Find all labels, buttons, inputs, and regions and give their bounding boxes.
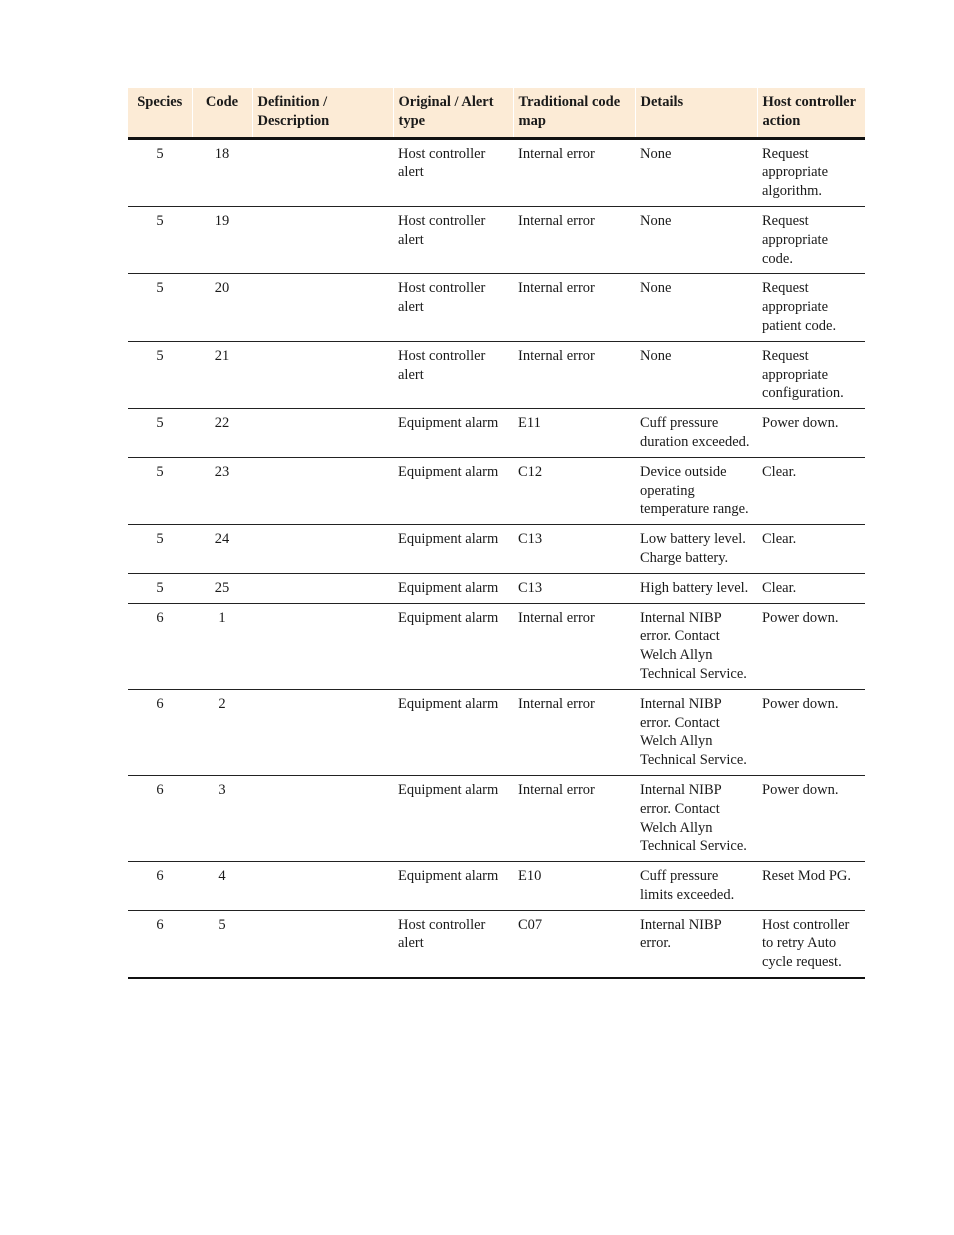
cell-code: 4	[192, 862, 252, 911]
cell-host-controller-action: Request appropriate patient code.	[757, 274, 865, 341]
cell-definition	[252, 138, 393, 206]
cell-definition	[252, 862, 393, 911]
cell-original-alert-type: Host controller alert	[393, 206, 513, 273]
table-row	[128, 910, 865, 978]
cell-host-controller-action: Request appropriate configuration.	[757, 341, 865, 408]
table-row	[128, 138, 865, 206]
cell-host-controller-action: Clear.	[757, 457, 865, 524]
cell-details: None	[635, 274, 757, 341]
cell-traditional-code-map: C12	[513, 457, 635, 524]
cell-code: 21	[192, 341, 252, 408]
table-row	[128, 274, 865, 341]
cell-original-alert-type: Equipment alarm	[393, 573, 513, 603]
cell-definition	[252, 775, 393, 861]
table-row	[128, 409, 865, 458]
cell-code: 20	[192, 274, 252, 341]
cell-original-alert-type: Host controller alert	[393, 138, 513, 206]
cell-definition	[252, 525, 393, 574]
cell-traditional-code-map: E10	[513, 862, 635, 911]
cell-species: 5	[128, 274, 192, 341]
cell-host-controller-action: Host controller to retry Auto cycle request.	[757, 910, 865, 978]
cell-original-alert-type: Equipment alarm	[393, 689, 513, 775]
cell-species: 6	[128, 689, 192, 775]
cell-species: 5	[128, 206, 192, 273]
cell-species: 5	[128, 457, 192, 524]
cell-species: 5	[128, 138, 192, 206]
cell-code: 5	[192, 910, 252, 978]
cell-original-alert-type: Host controller alert	[393, 910, 513, 978]
cell-traditional-code-map: Internal error	[513, 138, 635, 206]
cell-details: Cuff pressure duration exceeded.	[635, 409, 757, 458]
cell-host-controller-action: Request appropriate algorithm.	[757, 138, 865, 206]
header-species: Species	[128, 88, 192, 138]
cell-code: 18	[192, 138, 252, 206]
cell-code: 25	[192, 573, 252, 603]
cell-host-controller-action: Clear.	[757, 525, 865, 574]
cell-host-controller-action: Power down.	[757, 689, 865, 775]
cell-species: 5	[128, 525, 192, 574]
cell-species: 6	[128, 910, 192, 978]
cell-host-controller-action: Power down.	[757, 409, 865, 458]
cell-code: 23	[192, 457, 252, 524]
header-definition: Definition / Description	[252, 88, 393, 138]
cell-code: 1	[192, 603, 252, 689]
header-original-alert-type: Original / Alert type	[393, 88, 513, 138]
cell-species: 6	[128, 862, 192, 911]
cell-details: Internal NIBP error.	[635, 910, 757, 978]
cell-details: Internal NIBP error. Contact Welch Allyn Technical Service.	[635, 603, 757, 689]
cell-details: None	[635, 341, 757, 408]
cell-traditional-code-map: Internal error	[513, 206, 635, 273]
cell-original-alert-type: Host controller alert	[393, 274, 513, 341]
table-row	[128, 341, 865, 408]
cell-original-alert-type: Equipment alarm	[393, 603, 513, 689]
cell-definition	[252, 341, 393, 408]
cell-original-alert-type: Equipment alarm	[393, 862, 513, 911]
table-row	[128, 775, 865, 861]
cell-code: 24	[192, 525, 252, 574]
header-host-controller-action: Host controller action	[757, 88, 865, 138]
table-row	[128, 457, 865, 524]
cell-original-alert-type: Equipment alarm	[393, 457, 513, 524]
cell-definition	[252, 457, 393, 524]
document-page	[128, 88, 865, 979]
cell-species: 5	[128, 409, 192, 458]
cell-species: 6	[128, 603, 192, 689]
cell-traditional-code-map: C13	[513, 573, 635, 603]
cell-traditional-code-map: C07	[513, 910, 635, 978]
table-row	[128, 689, 865, 775]
cell-traditional-code-map: C13	[513, 525, 635, 574]
cell-species: 6	[128, 775, 192, 861]
cell-host-controller-action: Power down.	[757, 775, 865, 861]
table-row	[128, 603, 865, 689]
cell-traditional-code-map: Internal error	[513, 274, 635, 341]
cell-host-controller-action: Clear.	[757, 573, 865, 603]
cell-host-controller-action: Reset Mod PG.	[757, 862, 865, 911]
header-traditional-code-map: Traditional code map	[513, 88, 635, 138]
cell-original-alert-type: Equipment alarm	[393, 409, 513, 458]
cell-definition	[252, 206, 393, 273]
cell-definition	[252, 409, 393, 458]
cell-host-controller-action: Power down.	[757, 603, 865, 689]
cell-host-controller-action: Request appropriate code.	[757, 206, 865, 273]
cell-original-alert-type: Equipment alarm	[393, 525, 513, 574]
cell-traditional-code-map: Internal error	[513, 689, 635, 775]
cell-details: None	[635, 206, 757, 273]
cell-code: 19	[192, 206, 252, 273]
table-row	[128, 573, 865, 603]
table-row	[128, 862, 865, 911]
cell-details: Internal NIBP error. Contact Welch Allyn Technical Service.	[635, 689, 757, 775]
cell-definition	[252, 689, 393, 775]
cell-definition	[252, 910, 393, 978]
cell-definition	[252, 573, 393, 603]
cell-code: 2	[192, 689, 252, 775]
cell-code: 22	[192, 409, 252, 458]
cell-details: Device outside operating temperature range.	[635, 457, 757, 524]
cell-traditional-code-map: Internal error	[513, 603, 635, 689]
cell-details: High battery level.	[635, 573, 757, 603]
cell-details: Internal NIBP error. Contact Welch Allyn Technical Service.	[635, 775, 757, 861]
cell-species: 5	[128, 341, 192, 408]
error-code-table	[128, 88, 865, 979]
cell-details: Cuff pressure limits exceeded.	[635, 862, 757, 911]
header-details: Details	[635, 88, 757, 138]
cell-traditional-code-map: E11	[513, 409, 635, 458]
cell-details: Low battery level. Charge battery.	[635, 525, 757, 574]
header-code: Code	[192, 88, 252, 138]
cell-definition	[252, 274, 393, 341]
cell-traditional-code-map: Internal error	[513, 341, 635, 408]
cell-details: None	[635, 138, 757, 206]
cell-definition	[252, 603, 393, 689]
table-header	[128, 88, 865, 138]
cell-original-alert-type: Equipment alarm	[393, 775, 513, 861]
table-row	[128, 525, 865, 574]
cell-species: 5	[128, 573, 192, 603]
cell-original-alert-type: Host controller alert	[393, 341, 513, 408]
table-row	[128, 206, 865, 273]
header-row	[128, 88, 865, 138]
cell-code: 3	[192, 775, 252, 861]
cell-traditional-code-map: Internal error	[513, 775, 635, 861]
table-body	[128, 138, 865, 978]
